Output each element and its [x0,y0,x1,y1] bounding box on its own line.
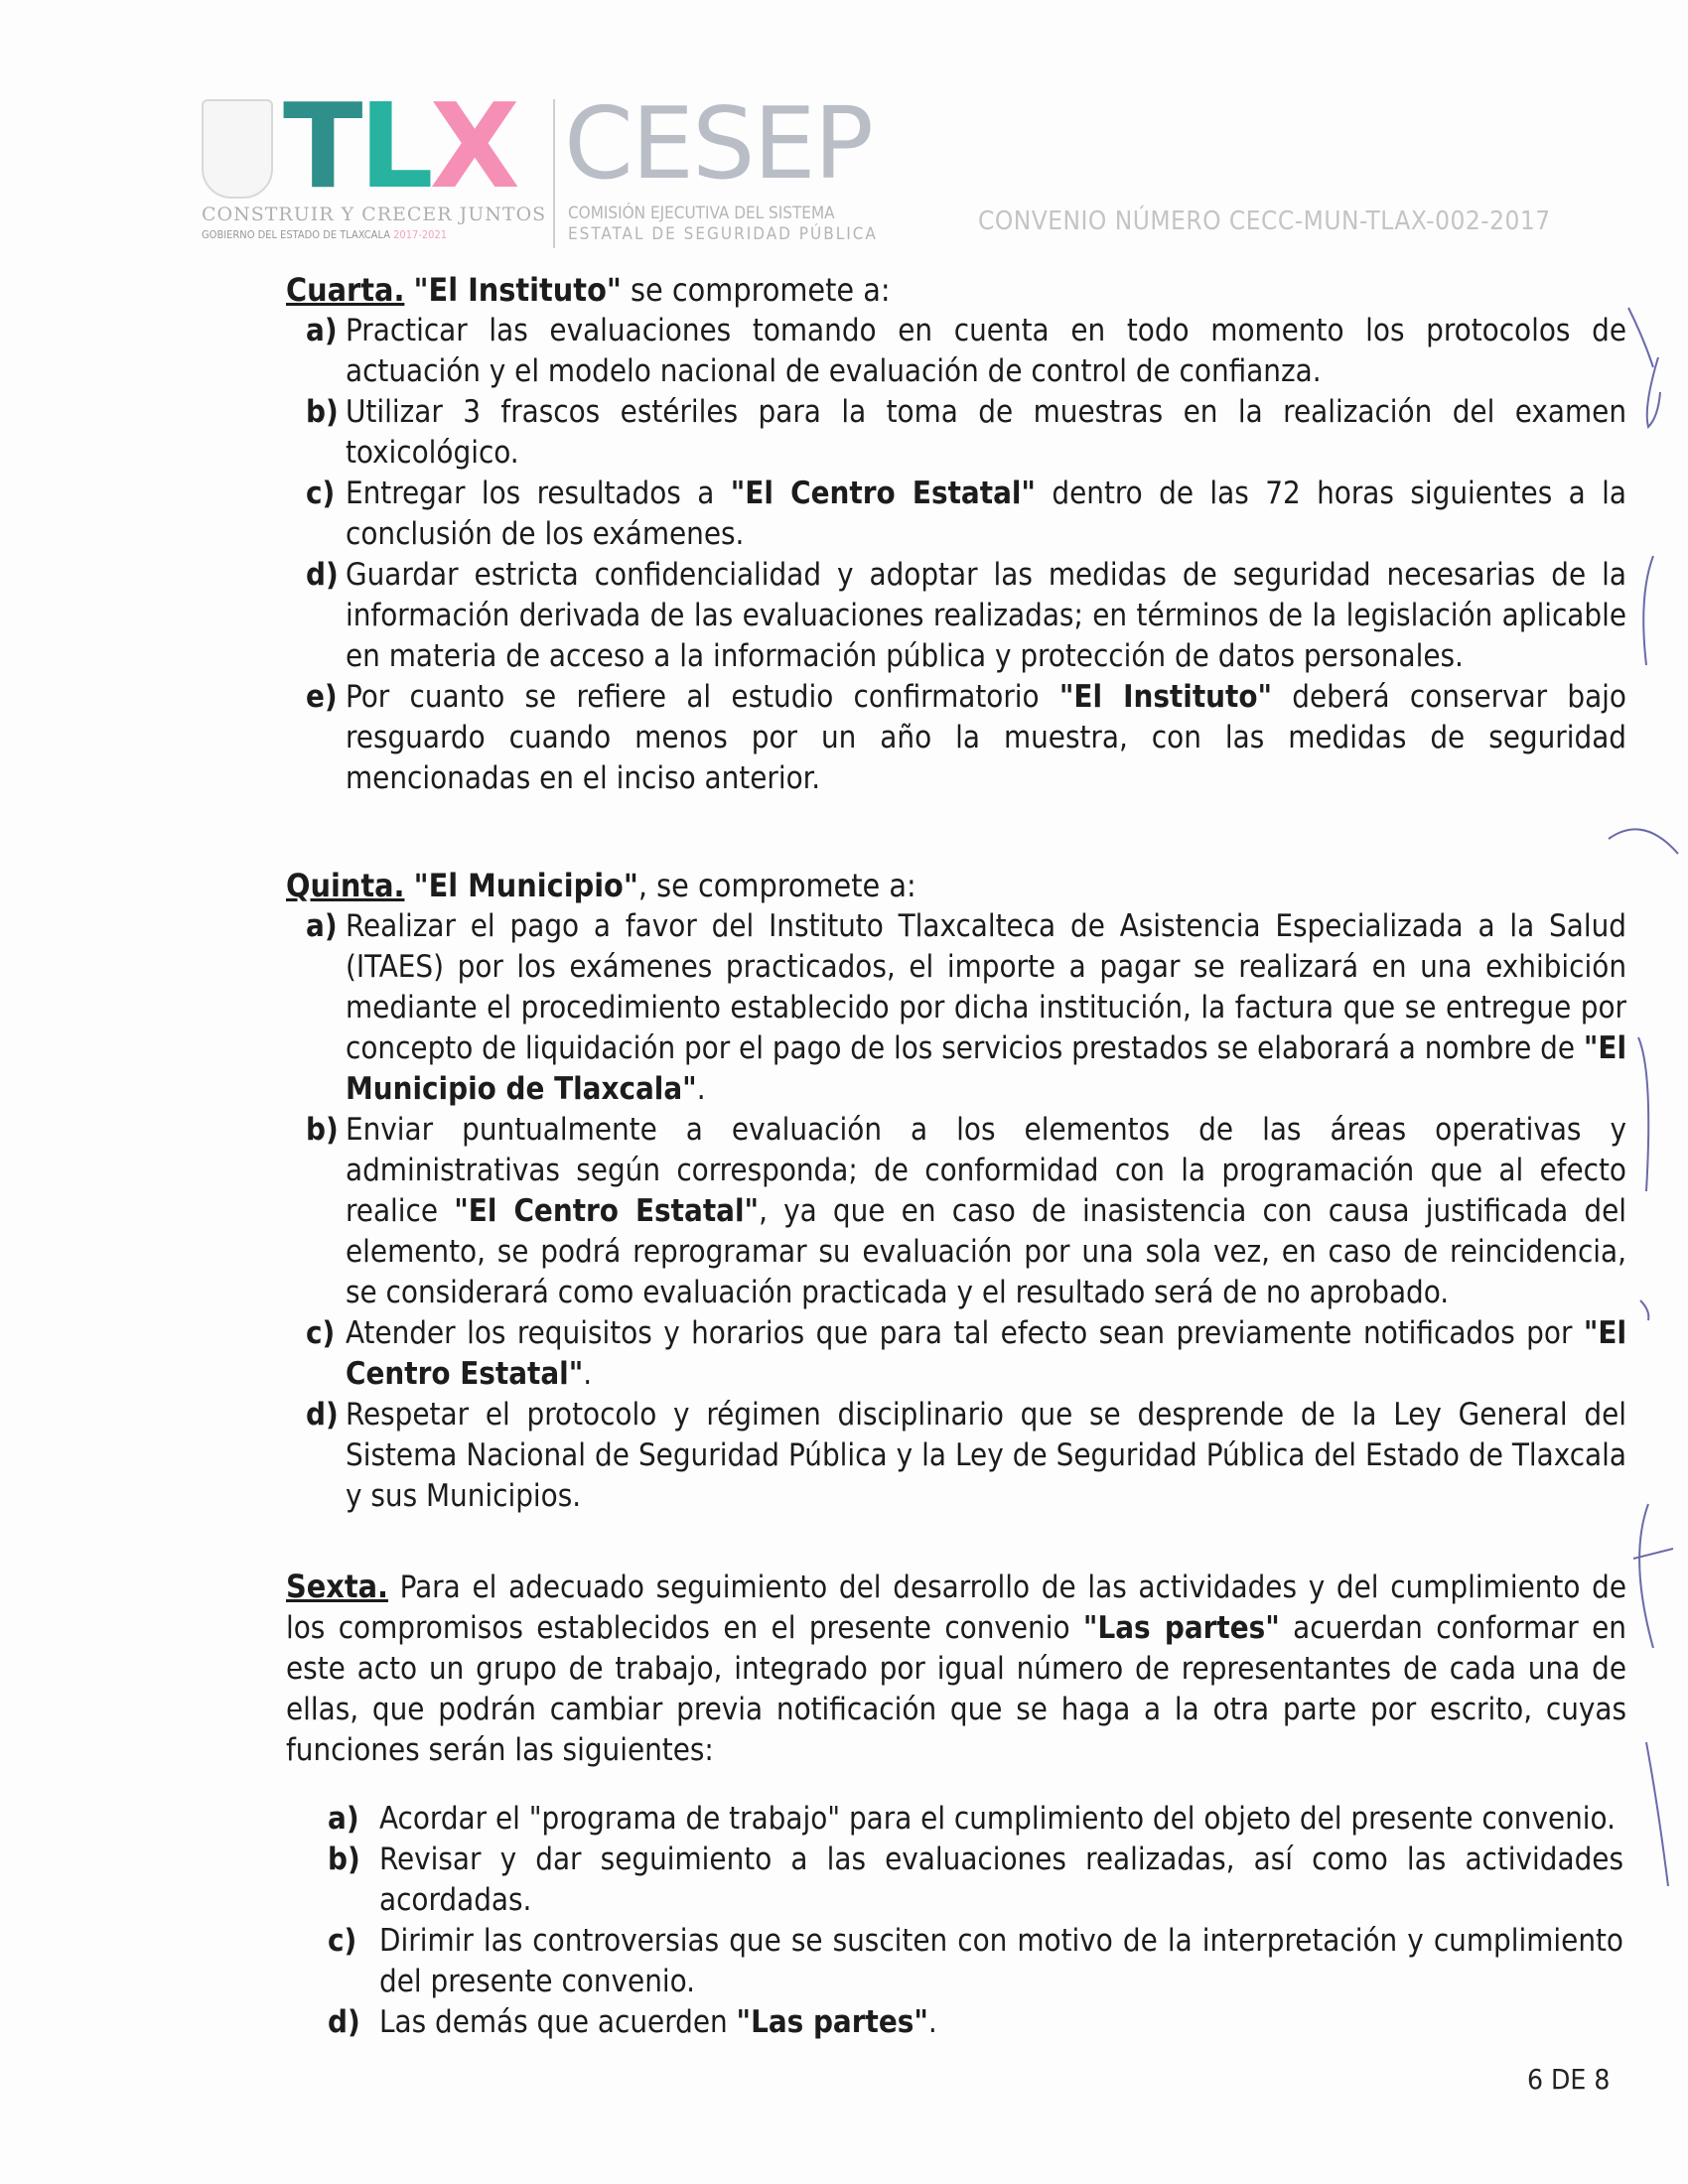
clause-cuarta [286,270,1626,799]
party-name: "El Instituto" [413,271,622,309]
item-text: Entregar los resultados a [346,476,731,511]
list-item [286,677,1626,799]
sexta-functions-list [328,1799,1623,2043]
item-bullet: b) [306,1112,339,1148]
party-name: "Las partes" [1082,1610,1280,1646]
item-bullet: d) [328,2004,360,2040]
item-text: Las demás que acuerden [379,2004,737,2040]
party-name: "El Centro Estatal" [730,476,1036,511]
clause-text: Para el adecuado seguimiento del desarrollo de las actividades y del cumplimiento de los compromisos establecidos en el presente convenio [286,1570,1626,1646]
item-bullet: c) [328,1923,357,1959]
clause-text: acuerdan conformar en este acto un grupo de trabajo, integrado por igual número de representantes de cada una de ellas, que podrán cambiar previa notificación que se haga a la otra parte por escrito, cuyas funciones serán las siguientes: [286,1610,1626,1768]
party-name: "El Municipio de Tlaxcala" [346,1030,1626,1107]
party-name: "El Municipio" [413,867,638,904]
clause-heading [286,866,1626,906]
item-text: dentro de las 72 horas siguientes a la conclusión de los exámenes. [346,476,1626,552]
commission-line-1: COMISIÓN EJECUTIVA DEL SISTEMA [568,204,835,223]
tlx-logo [283,77,516,214]
cesesp-logo: CESEP [564,85,872,202]
clause-title: Sexta. [286,1568,388,1605]
list-item [328,1840,1623,1921]
item-bullet: d) [306,1397,339,1433]
clause-paragraph [286,1567,1626,1771]
item-text: Guardar estricta confidencialidad y adoptar las medidas de seguridad necesarias de la información derivada de las evaluaciones realizadas; en términos de la legislación aplicable en materia de acceso a la información pública y protección de datos personales. [346,557,1626,674]
item-text: Acordar el "programa de trabajo" para el cumplimiento del objeto del presente convenio. [379,1801,1616,1837]
clause-quinta [286,866,1626,1517]
item-text: Realizar el pago a favor del Instituto Tlaxcalteca de Asistencia Especializada a la Salud (ITAES) por los exámenes practicados, el importe a pagar se realizará en una exhibición mediante el procedimiento establecido por dicha institución, la factura que se entregue por concepto de liquidación por el pago de los servicios prestados se elaborará a nombre de [346,908,1626,1066]
logo-letter-l: L [358,77,430,214]
item-text: Practicar las evaluaciones tomando en cuenta en todo momento los protocolos de actuación y el modelo nacional de evaluación de control de confianza. [346,313,1626,389]
item-text: Utilizar 3 frascos estériles para la toma de muestras en la realización del examen toxicológico. [346,394,1626,471]
convenio-number: CONVENIO NÚMERO CECC-MUN-TLAX-002-2017 [978,206,1551,236]
item-text: Revisar y dar seguimiento a las evaluaciones realizadas, así como las actividades acordadas. [379,1842,1623,1918]
item-bullet: a) [306,313,338,348]
item-text: , ya que en caso de inasistencia con causa justificada del elemento, se podrá reprogramar su evaluación por una sola vez, en caso de reincidencia, se considerará como evaluación practicada y el resultado será de no aprobado. [346,1193,1627,1310]
commission-line-2: ESTATAL DE SEGURIDAD PÚBLICA [568,224,878,244]
party-name: "El Instituto" [1058,679,1273,715]
list-item [286,555,1626,677]
clause-heading-text: , se compromete a: [637,867,916,904]
list-item [286,392,1626,474]
clause-heading [286,270,1626,311]
state-coat-of-arms-icon [202,99,273,199]
party-name: "Las partes" [736,2004,928,2040]
list-item [286,906,1626,1110]
item-bullet: c) [306,1315,336,1351]
item-bullet: a) [328,1801,359,1837]
logo-divider [553,99,555,248]
item-text: deberá conservar bajo resguardo cuando menos por un año la muestra, con las medidas de seguridad mencionadas en el inciso anterior. [346,679,1626,796]
item-bullet: d) [306,557,339,593]
item-bullet: e) [306,679,338,715]
government-name: GOBIERNO DEL ESTADO DE TLAXCALA [202,228,390,241]
government-line [202,228,447,241]
clause-heading-text: se compromete a: [621,271,891,309]
item-text: Por cuanto se refiere al estudio confirmatorio [346,679,1059,715]
item-text: Dirimir las controversias que se susciten con motivo de la interpretación y cumplimiento del presente convenio. [379,1923,1623,1999]
page-number: 6 DE 8 [1527,2063,1611,2096]
item-text: . [696,1071,706,1107]
clause-sexta [286,1567,1626,1771]
list-item [328,2002,1623,2043]
slogan: CONSTRUIR Y CRECER JUNTOS [202,204,547,225]
item-text: . [583,1356,593,1392]
list-item [286,1313,1626,1395]
commission-name [568,204,878,245]
item-text: Respetar el protocolo y régimen disciplinario que se desprende de la Ley General del Sistema Nacional de Seguridad Pública y la Ley de Seguridad Pública del Estado de Tlaxcala y sus Municipios. [346,1397,1626,1514]
logo-letter-x: X [429,77,516,214]
item-text: Atender los requisitos y horarios que para tal efecto sean previamente notificados por [346,1315,1584,1351]
list-item [286,1395,1626,1517]
logo-letter-t: T [283,77,359,214]
item-text: Enviar puntualmente a evaluación a los elementos de las áreas operativas y administrativas según corresponda; de conformidad con la programación que al efecto realice [346,1112,1626,1229]
item-bullet: a) [306,908,338,944]
list-item [286,311,1626,392]
clause-title: Quinta. [286,867,405,904]
list-item [328,1799,1623,1840]
party-name: "El Centro Estatal" [454,1193,760,1229]
party-name: "El Centro Estatal" [346,1315,1626,1392]
list-item [286,474,1626,555]
item-bullet: c) [306,476,336,511]
margin-initials-icon [1599,298,1688,1886]
list-item [286,1110,1626,1313]
list-item [328,1921,1623,2002]
item-bullet: b) [306,394,339,430]
government-years: 2017-2021 [393,228,448,241]
clause-title: Cuarta. [286,271,405,309]
item-bullet: b) [328,1842,360,1877]
item-text: . [927,2004,937,2040]
